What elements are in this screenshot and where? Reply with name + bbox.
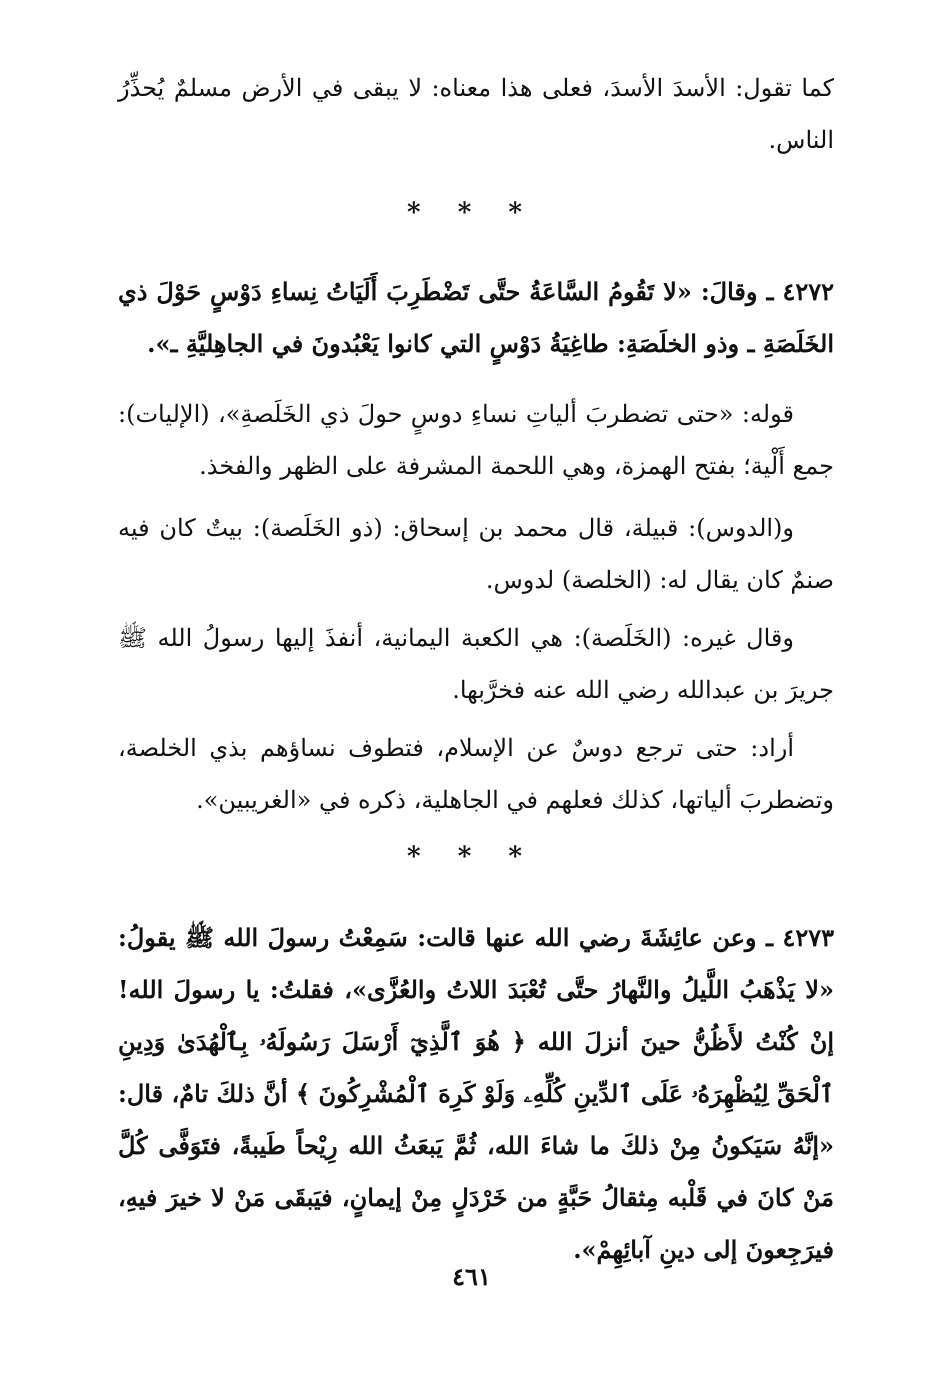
section-separator: * * * [407,842,536,872]
hadith-4272: ٤٢٧٢ ـ وقالَ: «لا تَقُومُ السَّاعَةُ حتَّى تَضْطَرِبَ أَلَيَاتُ نِساءِ دَوْسٍ حَوْلَ ذي الخَلَصَةِ ـ وذو الخلَصَةِ: طاغِيَةُ دَوْسٍ التي كانوا يَعْبُدونَ في الجاهِليَّةِ ـ». [118,277,834,358]
commentary-paragraph-1: قوله: «حتى تضطربَ ألياتِ نساءِ دوسٍ حولَ ذي الخَلَصةِ»، (الإليات): جمع أَلْية؛ بفتح الهمزة، وهي اللحمة المشرفة على الظهر والفخذ. [118,400,834,480]
hadith-4273: ٤٢٧٣ ـ وعن عائِشَةَ رضي الله عنها قالت: سَمِعْتُ رسولَ الله ﷺ يقولُ: «لا يَذْهَبُ اللَّيلُ والنَّهارُ حتَّى تُعْبَدَ اللاتُ والعُزَّى»، فقلتُ: يا رسولَ الله! إنْ كُنْتُ لأَظُنُّ حينَ أنزلَ الله ﴿ هُوَ ٱلَّذِيٓ أَرْسَلَ رَسُولَهُۥ بِٱلْهُدَىٰ وَدِينِ ٱلْحَقِّ لِيُظْهِرَهُۥ عَلَى ٱلدِّينِ كُلِّهِۦ وَلَوْ كَرِهَ ٱلْمُشْرِكُونَ ﴾ أنَّ ذلكَ تامٌ، قال: «إنَّهُ سَيَكونُ مِنْ ذلكَ ما شاءَ الله، ثُمَّ يَبعَثُ الله رِيْحاً طَيبةً، فتَوَفَّى كُلَّ مَنْ كانَ في قَلْبه مِثقالُ حَبَّةٍ من خَرْدَلٍ مِنْ إيمانٍ، فيَبقَى مَنْ لا خيرَ فيهِ، فيرَجِعونَ إلى دينِ آبائِهِمْ». [118,923,834,1264]
intro-paragraph: كما تقول: الأسدَ الأسدَ، فعلى هذا معناه: لا يبقى في الأرض مسلمٌ يُحذِّرُ الناس. [118,74,834,154]
commentary-paragraph-3: وقال غيره: (الخَلَصة): هي الكعبة اليمانية، أنفذَ إليها رسولُ الله ﷺ جريرَ بن عبدالله رضي الله عنه فخرَّبها. [118,624,834,704]
section-separator: * * * [407,198,536,228]
page-number: ٤٦١ [452,1262,491,1291]
commentary-paragraph-4: أراد: حتى ترجع دوسٌ عن الإسلام، فتطوف نساؤهم بذي الخلصة، وتضطربَ ألياتها، كذلك فعلهم في الجاهلية، ذكره في «الغريبين». [118,734,834,814]
commentary-paragraph-2: و(الدوس): قبيلة، قال محمد بن إسحاق: (ذو الخَلَصة): بيتٌ كان فيه صنمٌ كان يقال له: (الخلصة) لدوس. [118,514,834,594]
